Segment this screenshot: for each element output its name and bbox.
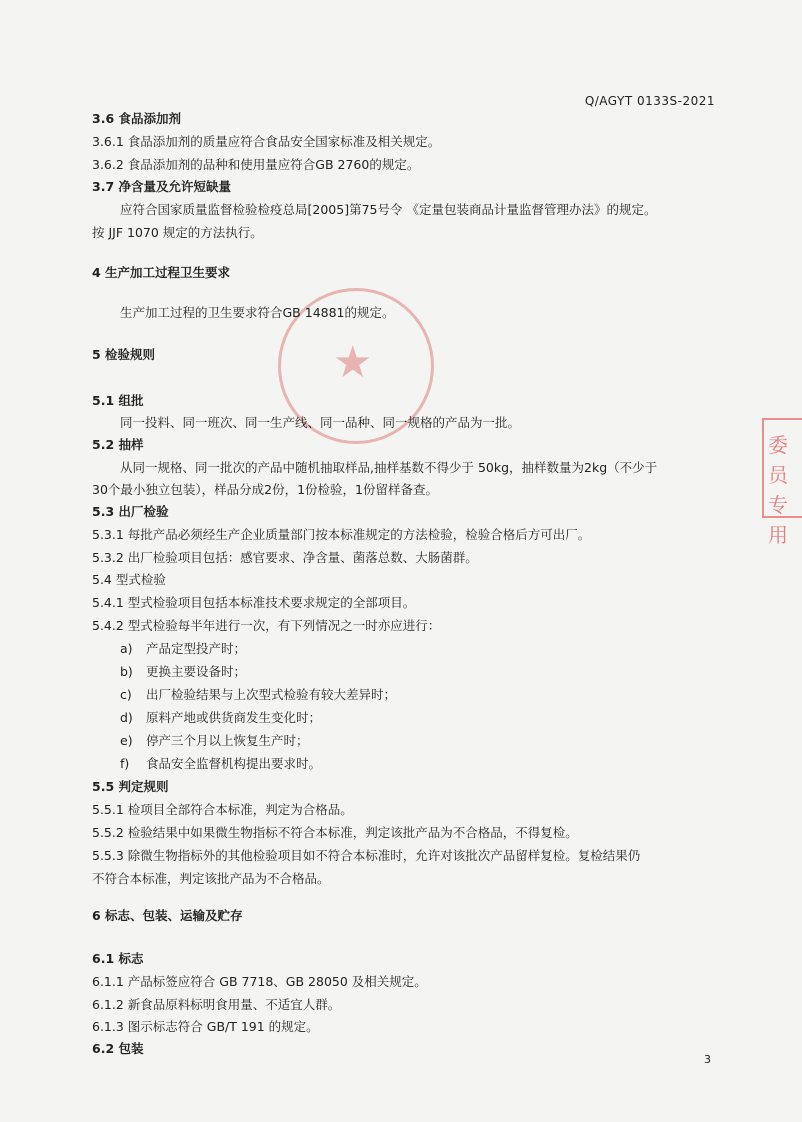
list-item <box>120 732 309 750</box>
section-5-2-heading: 5.2 抽样 <box>92 437 144 452</box>
document-code: Q/AGYT 0133S-2021 <box>584 94 715 108</box>
clause-6-1-1: 6.1.1 产品标签应符合 GB 7718、GB 28050 及相关规定。 <box>92 974 427 989</box>
list-text: 出厂检验结果与上次型式检验有较大差异时； <box>146 687 397 702</box>
section-5-1-heading: 5.1 组批 <box>92 393 144 408</box>
section-5-2-text: 从同一规格、同一批次的产品中随机抽取样品,抽样基数不得少于 50kg，抽样数量为2kg（不少于 <box>120 460 658 475</box>
clause-5-4-2: 5.4.2 型式检验每半年进行一次，有下列情况之一时亦应进行： <box>92 618 441 633</box>
list-marker: f) <box>120 756 130 771</box>
list-marker: e) <box>120 733 133 748</box>
section-5-5-heading: 5.5 判定规则 <box>92 779 169 794</box>
section-3-6-heading: 3.6 食品添加剂 <box>92 111 181 126</box>
section-5-heading: 5 检验规则 <box>92 347 156 362</box>
clause-3-6-2: 3.6.2 食品添加剂的品种和使用量应符合GB 2760的规定。 <box>92 157 420 172</box>
star-icon: ★ <box>333 337 373 388</box>
list-item <box>120 640 246 658</box>
section-5-2-text-2: 30个最小独立包装），样品分成2份，1份检验，1份留样备查。 <box>92 482 439 497</box>
list-item <box>120 663 246 681</box>
list-text: 食品安全监督机构提出要求时。 <box>146 756 322 771</box>
clause-5-5-3-cont: 不符合本标准，判定该批产品为不合格品。 <box>92 871 330 886</box>
list-marker: a) <box>120 641 133 656</box>
clause-5-5-2: 5.5.2 检验结果中如果微生物指标不符合本标准，判定该批产品为不合格品，不得复检。 <box>92 825 578 840</box>
section-3-7-heading: 3.7 净含量及允许短缺量 <box>92 179 231 194</box>
list-text: 停产三个月以上恢复生产时； <box>146 733 309 748</box>
clause-5-3-1: 5.3.1 每批产品必须经生产企业质量部门按本标准规定的方法检验，检验合格后方可出厂。 <box>92 527 591 542</box>
list-marker: b) <box>120 664 133 679</box>
clause-5-5-3: 5.5.3 除微生物指标外的其他检验项目如不符合本标准时，允许对该批次产品留样复检。复检结果仍 <box>92 848 641 863</box>
list-text: 更换主要设备时； <box>146 664 247 679</box>
clause-6-1-3: 6.1.3 图示标志符合 GB/T 191 的规定。 <box>92 1019 319 1034</box>
clause-3-7-text-2: 按 JJF 1070 规定的方法执行。 <box>92 225 263 240</box>
section-5-3-heading: 5.3 出厂检验 <box>92 504 169 519</box>
list-item <box>120 755 321 773</box>
clause-6-1-2: 6.1.2 新食品原料标明食用量、不适宜人群。 <box>92 997 341 1012</box>
list-text: 原料产地或供货商发生变化时； <box>146 710 322 725</box>
clause-3-7-text: 应符合国家质量监督检验检疫总局[2005]第75号令 《定量包装商品计量监督管理办法》的规定。 <box>120 202 657 217</box>
clause-3-6-1: 3.6.1 食品添加剂的质量应符合食品安全国家标准及相关规定。 <box>92 134 441 149</box>
section-4-heading: 4 生产加工过程卫生要求 <box>92 265 231 280</box>
section-5-1-text: 同一投料、同一班次、同一生产线、同一品种、同一规格的产品为一批。 <box>120 415 521 430</box>
list-text: 产品定型投产时； <box>146 641 247 656</box>
clause-5-3-2: 5.3.2 出厂检验项目包括：感官要求、净含量、菌落总数、大肠菌群。 <box>92 550 478 565</box>
page-number: 3 <box>704 1053 711 1066</box>
section-5-4-heading: 5.4 型式检验 <box>92 572 166 587</box>
section-6-2-heading: 6.2 包装 <box>92 1041 144 1056</box>
section-6-heading: 6 标志、包装、运输及贮存 <box>92 908 243 923</box>
section-4-text: 生产加工过程的卫生要求符合GB 14881的规定。 <box>120 305 395 320</box>
clause-5-5-1: 5.5.1 检项目全部符合本标准，判定为合格品。 <box>92 802 353 817</box>
clause-5-4-1: 5.4.1 型式检验项目包括本标准技术要求规定的全部项目。 <box>92 595 416 610</box>
section-6-1-heading: 6.1 标志 <box>92 951 144 966</box>
list-item <box>120 709 321 727</box>
list-marker: c) <box>120 687 132 702</box>
side-stamp: 委员 专用 <box>762 418 802 518</box>
list-item <box>120 686 396 704</box>
list-marker: d) <box>120 710 133 725</box>
